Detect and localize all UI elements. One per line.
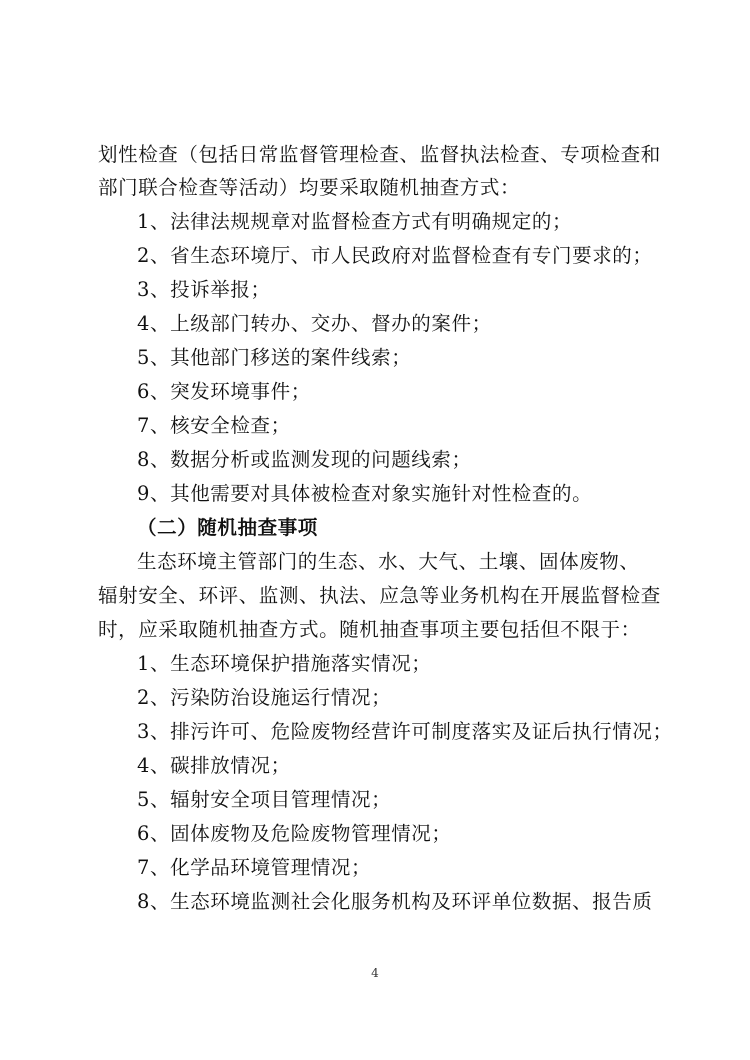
paragraph-line-1: 生态环境主管部门的生态、水、大气、土壤、固体废物、 bbox=[137, 550, 640, 573]
list-item: 1、生态环境保护措施落实情况； bbox=[137, 652, 432, 675]
list-item: 5、辐射安全项目管理情况； bbox=[137, 788, 392, 811]
paragraph-line-3: 时，应采取随机抽查方式。随机抽查事项主要包括但不限于： bbox=[98, 618, 641, 641]
list-item: 5、其他部门移送的案件线索； bbox=[137, 346, 412, 369]
intro-line-1: 划性检查（包括日常监督管理检查、监督执法检查、专项检查和 bbox=[98, 143, 661, 166]
list-item: 4、碳排放情况； bbox=[137, 754, 291, 777]
list-item: 7、化学品环境管理情况； bbox=[137, 856, 372, 879]
list-item: 6、突发环境事件； bbox=[137, 380, 311, 403]
section-heading: （二）随机抽查事项 bbox=[137, 516, 318, 539]
intro-line-2: 部门联合检查等活动）均要采取随机抽查方式： bbox=[98, 176, 521, 199]
list-item: 6、固体废物及危险废物管理情况； bbox=[137, 822, 452, 845]
paragraph-line-2: 辐射安全、环评、监测、执法、应急等业务机构在开展监督检查 bbox=[98, 584, 661, 607]
list-item: 8、数据分析或监测发现的问题线索； bbox=[137, 448, 472, 471]
list-item: 3、排污许可、危险废物经营许可制度落实及证后执行情况； bbox=[137, 720, 673, 743]
list-item: 7、核安全检查； bbox=[137, 414, 291, 437]
page-number: 4 bbox=[371, 966, 379, 980]
list-item: 1、法律法规规章对监督检查方式有明确规定的； bbox=[137, 210, 573, 233]
list-item: 8、生态环境监测社会化服务机构及环评单位数据、报告质 bbox=[137, 890, 653, 913]
list-item: 2、省生态环境厅、市人民政府对监督检查有专门要求的； bbox=[137, 244, 653, 267]
list-item: 3、投诉举报； bbox=[137, 278, 271, 301]
list-item: 4、上级部门转办、交办、督办的案件； bbox=[137, 312, 492, 335]
list-item: 2、污染防治设施运行情况； bbox=[137, 686, 392, 709]
list-item: 9、其他需要对具体被检查对象实施针对性检查的。 bbox=[137, 482, 593, 505]
